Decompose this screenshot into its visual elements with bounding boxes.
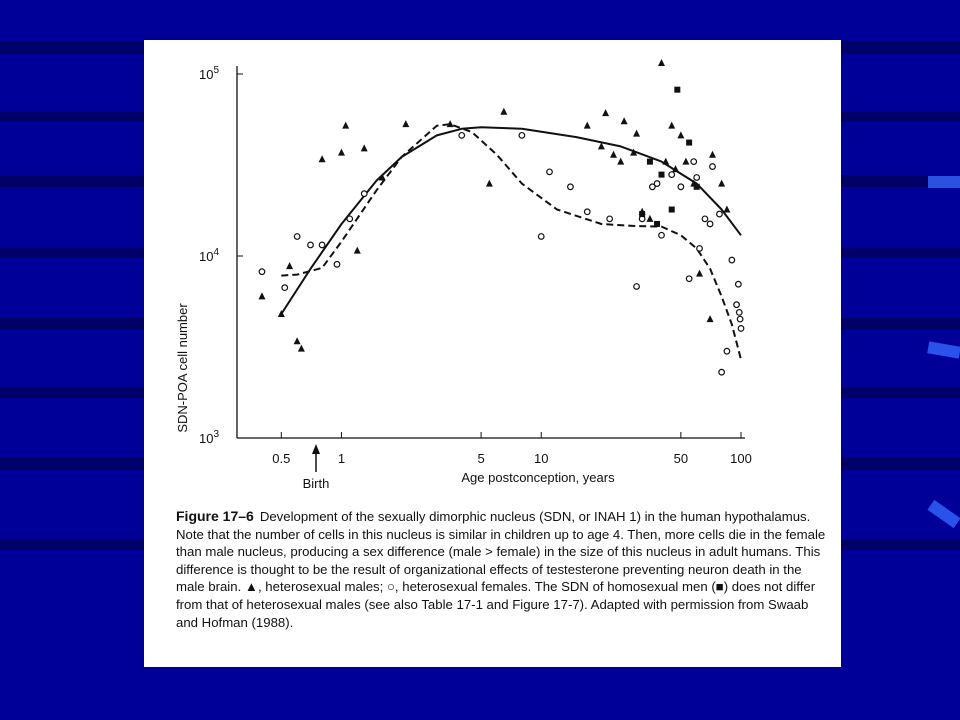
triangle-point (486, 180, 493, 187)
triangle-point (682, 158, 689, 165)
circle-point (259, 269, 265, 275)
triangle-point (668, 122, 675, 129)
triangle-point (602, 109, 609, 116)
circle-point (361, 191, 367, 197)
chart-axes (237, 66, 745, 438)
figure-label: Figure 17–6 (176, 508, 254, 524)
triangle-point (707, 315, 714, 322)
square-point (639, 211, 645, 217)
circle-point (734, 302, 740, 308)
triangle-point (662, 158, 669, 165)
circle-point (719, 369, 725, 375)
circle-point (702, 216, 708, 222)
birth-annotation (303, 444, 330, 491)
chart (144, 40, 841, 500)
figure-caption (176, 508, 826, 631)
figure-card (144, 40, 841, 667)
circle-point (334, 262, 340, 268)
y-tick-label: $10^4$ (198, 247, 219, 264)
circle-point (707, 221, 713, 227)
chart-curves (281, 124, 741, 359)
x-tick-label: 5 (477, 451, 485, 466)
circle-point (568, 184, 574, 190)
square-point (647, 159, 653, 165)
triangle-point (646, 215, 653, 222)
triangle-point (338, 149, 345, 156)
circle-point (538, 234, 544, 240)
triangle-point (298, 345, 305, 352)
circle-point (736, 281, 742, 287)
y-tick-label: $10^5$ (198, 65, 219, 82)
triangle-point (677, 131, 684, 138)
circle-point (607, 216, 613, 222)
triangle-point (696, 270, 703, 277)
triangle-point (610, 151, 617, 158)
circle-point (294, 234, 300, 240)
triangle-point (294, 337, 301, 344)
triangle-point (718, 180, 725, 187)
triangle-point (361, 144, 368, 151)
square-point (674, 87, 680, 93)
square-point (686, 140, 692, 146)
circle-point (736, 310, 742, 316)
y-axis-label: SDN-POA cell number (175, 303, 190, 433)
triangle-point (258, 292, 265, 299)
triangle-point (319, 155, 326, 162)
triangle-point (286, 262, 293, 269)
chart-ticks (199, 65, 752, 466)
triangle-point (354, 247, 361, 254)
circle-point (710, 164, 716, 170)
circle-point (547, 169, 553, 175)
circle-point (654, 181, 660, 187)
background-accent (928, 176, 960, 188)
x-axis-label: Age postconception, years (461, 470, 615, 485)
triangle-point (584, 122, 591, 129)
y-tick-label: $10^3$ (198, 429, 219, 446)
circle-point (519, 133, 525, 139)
circle-point (459, 133, 465, 139)
circle-point (669, 172, 675, 178)
triangle-point (709, 151, 716, 158)
chart-marks (258, 59, 743, 375)
triangle-point (342, 122, 349, 129)
x-tick-label: 0.5 (272, 451, 291, 466)
circle-point (678, 184, 684, 190)
circle-point (308, 242, 314, 248)
circle-point (694, 175, 700, 181)
triangle-point (723, 206, 730, 213)
x-tick-label: 50 (673, 451, 689, 466)
x-tick-label: 10 (533, 451, 549, 466)
circle-point (347, 216, 353, 222)
x-tick-label: 1 (337, 451, 346, 466)
circle-point (584, 209, 590, 215)
triangle-point (402, 120, 409, 127)
dashed-curve (281, 124, 741, 359)
triangle-point (617, 158, 624, 165)
circle-point (724, 348, 730, 354)
caption-text: Development of the sexually dimorphic nucleus (SDN, or INAH 1) in the human hypothalamus. Note that the number of cells in this nucleus is similar in children up to age 4. Then, more cells die in the female than male nucleus, producing a sex difference (male > female) in the size of this nucleus in adult humans. This difference is thought to be the result of organizational effects of testesterone preventing neuron death in the male brain. ▲, heterosexual males; ○, heterosexual females. The SDN of homosexual men (■) does not differ from that of heterosexual males (see also Table 17-1 and Figure 17-7). Adapted with permission from Swaab and Hofman (1988). (176, 509, 826, 630)
circle-point (282, 285, 288, 291)
circle-point (634, 284, 640, 290)
square-point (694, 184, 700, 190)
x-tick-label: 100 (730, 451, 752, 466)
square-point (659, 172, 665, 178)
circle-point (691, 159, 697, 165)
circle-point (697, 246, 703, 252)
triangle-point (633, 130, 640, 137)
birth-arrowhead (312, 444, 320, 454)
circle-point (729, 257, 735, 263)
circle-point (686, 276, 692, 282)
circle-point (659, 232, 665, 238)
circle-point (717, 211, 723, 217)
triangle-point (621, 117, 628, 124)
square-point (654, 221, 660, 227)
circle-point (319, 242, 325, 248)
square-point (669, 207, 675, 213)
triangle-point (658, 59, 665, 66)
circle-point (737, 316, 743, 322)
birth-label: Birth (302, 476, 330, 491)
circle-point (738, 326, 744, 332)
triangle-point (500, 108, 507, 115)
